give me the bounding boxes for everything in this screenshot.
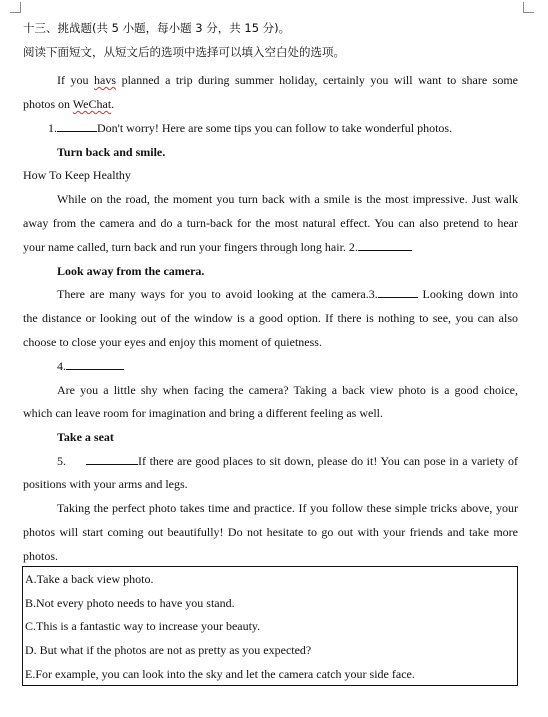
p2-line-1: There are many ways for you to avoid looking at the camera.3. Looking down into — [57, 287, 519, 301]
option-c: C.This is a fantastic way to increase your beauty. — [25, 619, 261, 633]
answer-blank-5[interactable] — [86, 453, 138, 465]
question-1-line: 1. Don't worry! Here are some tips you can follow to take wonderful photos. — [48, 121, 453, 135]
p3-line-1: Are you a little shy when facing the camera? Taking a back view photo is a good choice, — [57, 383, 518, 397]
page-corner-mark-left — [10, 2, 21, 13]
q5-line-2: positions with your arms and legs. — [23, 477, 188, 491]
answer-blank-1[interactable] — [57, 120, 97, 132]
question-4-line — [23, 358, 548, 374]
p2-line-2: the distance or looking out of the window is a good option. If there is nothing to see, you can also — [23, 311, 518, 325]
instruction: 阅读下面短文，从短文后的选项中选择可以填入空白处的选项。 — [23, 45, 345, 59]
p1-line-1: While on the road, the moment you turn back with a smile is the most impressive. Just walk — [57, 192, 518, 206]
section-header: 十三、挑战题(共 5 小题，每小题 3 分，共 15 分)。 — [23, 21, 291, 35]
spelling-mark: havs — [94, 73, 117, 87]
option-a: A.Take a back view photo. — [25, 572, 154, 586]
answer-blank-4[interactable] — [66, 358, 124, 370]
answer-blank-2[interactable] — [358, 239, 412, 251]
heading-look-away: Look away from the camera. — [57, 264, 205, 278]
intro-line-1: If you havs planned a trip during summer holiday, certainly you will want to share some — [57, 73, 518, 87]
spelling-mark: WeChat — [72, 97, 112, 111]
option-e: E.For example, you can look into the sky and let the camera catch your side face. — [25, 667, 415, 681]
p4-line-1: Taking the perfect photo takes time and practice. If you follow these simple tricks above, your — [57, 501, 518, 515]
answer-blank-3[interactable] — [378, 286, 418, 298]
p1-line-2: away from the camera and do a turn-back for the most natural effect. You can also pretend to hear — [23, 216, 518, 230]
p4-line-2: photos will start coming out beautifully! Do not hesitate to go out with your friends and take more — [23, 525, 518, 539]
p1-line-3: your name called, turn back and run your fingers through long hair. 2. — [23, 239, 518, 255]
p3-line-2: which can leave room for imagination and bring a different feeling as well. — [23, 406, 383, 420]
heading-take-seat: Take a seat — [57, 430, 114, 444]
question-number: 5. — [57, 454, 66, 468]
subtitle: How To Keep Healthy — [23, 168, 131, 182]
heading-turn-back: Turn back and smile. — [57, 145, 166, 159]
option-b: B.Not every photo needs to have you stand. — [25, 596, 235, 610]
options-box — [22, 566, 518, 686]
question-number: 4. — [57, 359, 66, 373]
intro-line-2: photos on WeChat. — [23, 97, 115, 111]
p2-line-3: choose to close your eyes and enjoy this moment of quietness. — [23, 335, 322, 349]
question-number: 1. — [48, 121, 57, 135]
p4-line-3: photos. — [23, 549, 59, 563]
question-5-line: 5. If there are good places to sit down, please do it! You can pose in a variety of — [57, 454, 518, 468]
page-corner-mark-right — [523, 2, 534, 13]
option-d: D. But what if the photos are not as pretty as you expected? — [25, 643, 312, 657]
